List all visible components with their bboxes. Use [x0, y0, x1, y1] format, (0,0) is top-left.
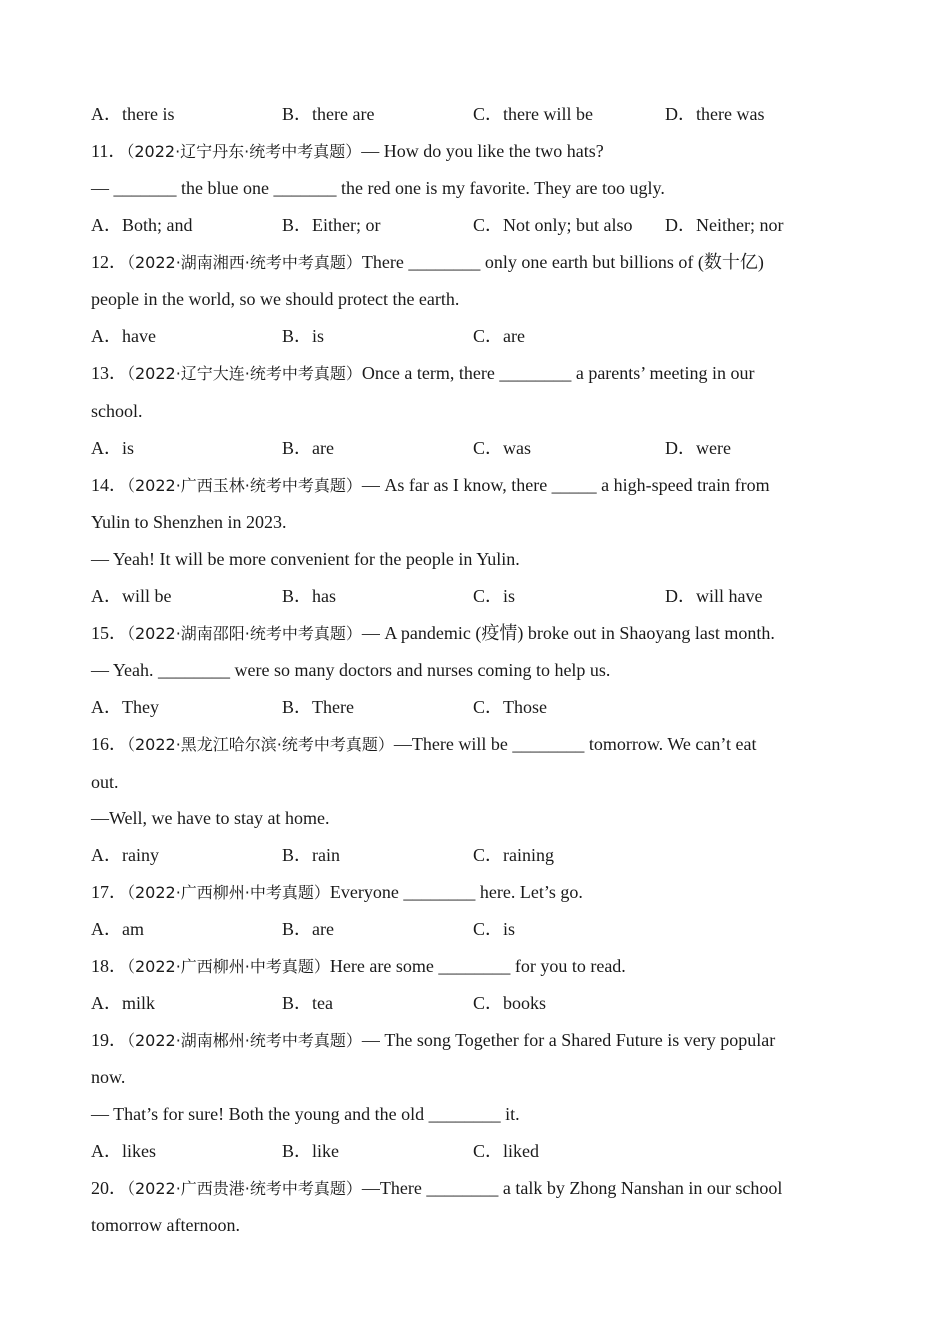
q20-stem: [91, 1173, 871, 1203]
q12-option-a[interactable]: A．have: [91, 326, 156, 346]
q13-options: [91, 433, 871, 463]
q20-number: 20．: [91, 1178, 127, 1198]
q16-line-3: —Well, we have to stay at home.: [91, 808, 330, 828]
q18-stem: [91, 951, 871, 981]
q14-option-a[interactable]: A．will be: [91, 586, 172, 606]
q10-options: [91, 99, 871, 129]
q18-option-c[interactable]: C．books: [473, 993, 547, 1013]
q12-source: （2022·湖南湘西·统考中考真题）: [127, 253, 362, 272]
q14-option-b[interactable]: B．has: [282, 586, 336, 606]
q11-options: [91, 210, 871, 240]
q15-option-b[interactable]: B．There: [282, 697, 354, 717]
q16-option-b[interactable]: B．rain: [282, 845, 340, 865]
q18-source: （2022·广西柳州·中考真题）: [127, 957, 330, 976]
q16-number: 16．: [91, 734, 127, 754]
q18-number: 18．: [91, 956, 127, 976]
q16-line-2: out.: [91, 772, 119, 792]
q15-options: [91, 692, 871, 722]
q19-options: [91, 1136, 871, 1166]
q11-source: （2022·辽宁丹东·统考中考真题）: [126, 142, 362, 161]
q10-option-b[interactable]: B．there are: [282, 104, 375, 124]
q10-option-a[interactable]: A．there is: [91, 104, 175, 124]
q18-options: [91, 988, 871, 1018]
q13-option-c[interactable]: C．was: [473, 438, 531, 458]
q13-line-2: school.: [91, 401, 143, 421]
q13-option-a[interactable]: A．is: [91, 438, 135, 458]
q17-option-b[interactable]: B．are: [282, 919, 334, 939]
q17-number: 17．: [91, 882, 127, 902]
q15-option-c[interactable]: C．Those: [473, 697, 547, 717]
q13-stem: [91, 358, 871, 388]
q12-option-c[interactable]: C．are: [473, 326, 525, 346]
q11-option-b[interactable]: B．Either; or: [282, 215, 381, 235]
q20-source: （2022·广西贵港·统考中考真题）: [127, 1179, 362, 1198]
q19-option-b[interactable]: B．like: [282, 1141, 339, 1161]
q15-line-1: — A pandemic (疫情) broke out in Shaoyang last month.: [361, 623, 775, 643]
q17-stem: [91, 877, 871, 907]
q12-line-1: There ________ only one earth but billions of (数十亿): [361, 252, 764, 272]
q20-line-1: —There ________ a talk by Zhong Nanshan in our school: [361, 1178, 783, 1198]
q10-option-c[interactable]: C．there will be: [473, 104, 593, 124]
q14-source: （2022·广西玉林·统考中考真题）: [127, 476, 362, 495]
q11-option-a[interactable]: A．Both; and: [91, 215, 193, 235]
q11-line-1: — How do you like the two hats?: [361, 141, 604, 161]
q17-option-c[interactable]: C．is: [473, 919, 516, 939]
q11-stem: [91, 136, 871, 166]
q16-stem: [91, 729, 871, 759]
q16-source: （2022·黑龙江哈尔滨·统考中考真题）: [127, 735, 394, 754]
q12-options: [91, 321, 871, 351]
q14-option-d[interactable]: D．will have: [665, 586, 763, 606]
q18-option-b[interactable]: B．tea: [282, 993, 333, 1013]
q15-option-a[interactable]: A．They: [91, 697, 159, 717]
q16-option-a[interactable]: A．rainy: [91, 845, 159, 865]
q18-option-a[interactable]: A．milk: [91, 993, 156, 1013]
q15-stem: [91, 618, 871, 648]
q19-option-a[interactable]: A．likes: [91, 1141, 156, 1161]
q13-line-1: Once a term, there ________ a parents’ meeting in our: [361, 363, 755, 383]
q19-stem: [91, 1025, 871, 1055]
q10-option-d[interactable]: D．there was: [665, 104, 765, 124]
q13-source: （2022·辽宁大连·统考中考真题）: [127, 364, 362, 383]
q12-stem: [91, 247, 871, 277]
q14-line-1: — As far as I know, there _____ a high-speed train from: [361, 475, 770, 495]
q17-source: （2022·广西柳州·中考真题）: [127, 883, 330, 902]
q14-stem: [91, 470, 871, 500]
q14-number: 14．: [91, 475, 127, 495]
q15-line-2: — Yeah. ________ were so many doctors and nurses coming to help us.: [91, 660, 611, 680]
q13-option-b[interactable]: B．are: [282, 438, 334, 458]
q14-option-c[interactable]: C．is: [473, 586, 516, 606]
q16-options: [91, 840, 871, 870]
q11-number: 11．: [91, 141, 127, 161]
q11-line-2: — _______ the blue one _______ the red one is my favorite. They are too ugly.: [91, 178, 665, 198]
q17-option-a[interactable]: A．am: [91, 919, 144, 939]
q19-option-c[interactable]: C．liked: [473, 1141, 539, 1161]
q12-number: 12．: [91, 252, 127, 272]
q11-option-c[interactable]: C．Not only; but also: [473, 215, 633, 235]
q16-option-c[interactable]: C．raining: [473, 845, 554, 865]
q18-line-1: Here are some ________ for you to read.: [329, 956, 626, 976]
q19-source: （2022·湖南郴州·统考中考真题）: [127, 1031, 362, 1050]
q12-line-2: people in the world, so we should protect the earth.: [91, 289, 460, 309]
q15-number: 15．: [91, 623, 127, 643]
q12-option-b[interactable]: B．is: [282, 326, 325, 346]
q20-line-2: tomorrow afternoon.: [91, 1215, 240, 1235]
q17-options: [91, 914, 871, 944]
q13-option-d[interactable]: D．were: [665, 438, 731, 458]
q13-number: 13．: [91, 363, 127, 383]
q19-line-3: — That’s for sure! Both the young and the old ________ it.: [91, 1104, 520, 1124]
q15-source: （2022·湖南邵阳·统考中考真题）: [127, 624, 362, 643]
q19-number: 19．: [91, 1030, 127, 1050]
q19-line-1: — The song Together for a Shared Future is very popular: [361, 1030, 776, 1050]
q19-line-2: now.: [91, 1067, 126, 1087]
q17-line-1: Everyone ________ here. Let’s go.: [329, 882, 583, 902]
q16-line-1: —There will be ________ tomorrow. We can’t eat: [393, 734, 757, 754]
q11-option-d[interactable]: D．Neither; nor: [665, 215, 784, 235]
q14-line-2: Yulin to Shenzhen in 2023.: [91, 512, 287, 532]
q14-line-3: — Yeah! It will be more convenient for the people in Yulin.: [91, 549, 520, 569]
q14-options: [91, 581, 871, 611]
